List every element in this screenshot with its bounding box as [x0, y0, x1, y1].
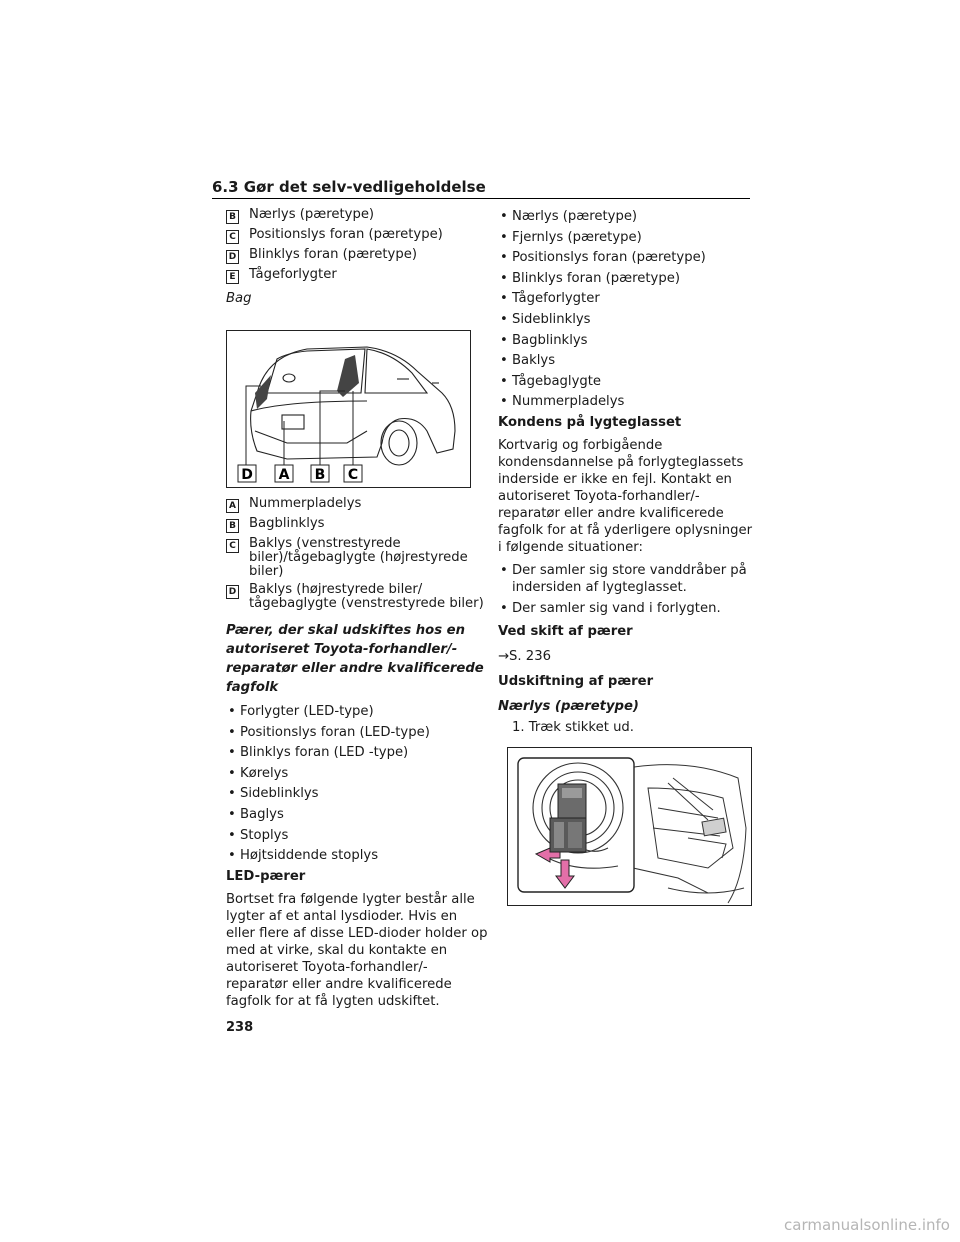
bullet-text: Positionslys foran (pæretype)	[512, 250, 706, 266]
bullet-icon: •	[228, 745, 236, 761]
bullet-text: Blinklys foran (pæretype)	[512, 270, 680, 286]
label-text: Blinklys foran (pæretype)	[249, 247, 417, 262]
page-number: 238	[226, 1020, 254, 1035]
headlight-figure	[507, 747, 752, 906]
condensation-heading: Kondens på lygteglasset	[498, 415, 682, 431]
label-item	[226, 248, 488, 264]
bullet-icon: •	[500, 209, 508, 224]
bullet-item	[226, 827, 488, 844]
label-text: Baklys (venstrestyrede biler)/tågebaglygte (højrestyrede biler)	[249, 536, 468, 579]
bullet-item	[498, 393, 752, 410]
bullet-text: Fjernlys (pæretype)	[512, 229, 642, 245]
bullet-icon: •	[500, 373, 508, 389]
bullet-text: Kørelys	[240, 765, 289, 781]
label-text: Tågeforlygter	[249, 267, 337, 282]
dealer-replacement-list	[226, 703, 488, 864]
bulb-change-heading: Ved skift af pærer	[498, 623, 633, 639]
bullet-icon: •	[228, 724, 236, 740]
bullet-text: Nærlys (pæretype)	[512, 209, 638, 224]
label-key-box: D	[226, 250, 239, 264]
label-text: Nærlys (pæretype)	[249, 207, 375, 222]
bullet-item	[226, 806, 488, 823]
bullet-text: Forlygter (LED-type)	[240, 704, 374, 719]
label-key-box: C	[226, 230, 239, 244]
section-divider	[212, 198, 750, 199]
bullet-text: Sideblinklys	[240, 786, 319, 802]
bullet-text: Bagblinklys	[512, 332, 588, 348]
bullet-item	[226, 724, 488, 741]
step-1: 1. Træk stikket ud.	[512, 719, 634, 735]
label-item	[226, 228, 488, 244]
led-text: Bortset fra følgende lygter består alle lygter af et antal lysdioder. Hvis en eller flere af disse LED-dioder holder op med at virke, skal du kontakte en autoriseret Toyota-forhandler/-reparatør eller andre kvalificerede fagfolk for at få lygten udskiftet.	[226, 892, 488, 1010]
left-column-lower	[226, 497, 488, 1014]
bullet-item	[226, 703, 488, 720]
bullet-icon: •	[500, 563, 508, 579]
label-item	[226, 517, 488, 533]
label-key-box: D	[226, 585, 239, 599]
label-key-box: A	[226, 499, 239, 513]
page-reference: →S. 236	[498, 648, 551, 664]
bullet-item	[498, 332, 752, 349]
bullet-icon: •	[228, 848, 236, 864]
label-item	[226, 537, 488, 579]
bullet-item	[498, 208, 752, 225]
bullet-icon: •	[500, 353, 508, 369]
bullet-item	[226, 847, 488, 864]
bullet-item	[498, 600, 752, 617]
right-column	[498, 208, 752, 740]
section-header: 6.3 Gør det selv-vedligeholdelse	[212, 178, 486, 196]
bullet-item	[498, 311, 752, 328]
label-item	[226, 497, 488, 513]
rear-car-illustration	[227, 331, 470, 487]
bullet-icon: •	[500, 291, 508, 307]
bullet-text: Stoplys	[240, 827, 289, 843]
label-item	[226, 208, 488, 224]
bullet-text: Der samler sig store vanddråber på indersiden af lygteglasset.	[512, 563, 747, 596]
bullet-icon: •	[228, 765, 236, 781]
bullet-icon: •	[228, 806, 236, 822]
label-item	[226, 583, 488, 611]
bullet-text: Nummerpladelys	[512, 394, 625, 410]
bullet-icon: •	[500, 311, 508, 327]
bullet-item	[498, 562, 752, 596]
label-text: Positionslys foran (pæretype)	[249, 227, 443, 242]
bullet-icon: •	[500, 600, 508, 616]
bullet-item	[226, 785, 488, 802]
callout-a: A	[278, 467, 290, 483]
bullet-icon: •	[228, 704, 236, 719]
bullet-icon: •	[228, 827, 236, 843]
bullet-text: Højtsiddende stoplys	[240, 848, 379, 864]
label-key-box: E	[226, 270, 239, 284]
bullet-icon: •	[500, 270, 508, 286]
label-text: Bagblinklys	[249, 516, 325, 531]
label-key-box: B	[226, 210, 239, 224]
callout-c: C	[347, 467, 359, 483]
label-item	[226, 268, 488, 284]
bullet-item	[226, 765, 488, 782]
bullet-text: Baglys	[240, 806, 284, 822]
left-column	[226, 208, 488, 311]
led-exception-list	[498, 208, 752, 410]
rear-lamp-labels	[226, 497, 488, 611]
low-beam-heading: Nærlys (pæretype)	[498, 698, 639, 714]
watermark: carmanualsonline.info	[784, 1216, 950, 1234]
label-key-box: B	[226, 519, 239, 533]
bullet-item	[498, 249, 752, 266]
label-text: Nummerpladelys	[249, 496, 362, 511]
bulb-replacement-heading: Udskiftning af pærer	[498, 673, 654, 689]
callout-b: B	[314, 467, 326, 483]
headlight-illustration	[508, 748, 751, 905]
bullet-icon: •	[500, 332, 508, 348]
led-heading: LED-pærer	[226, 869, 306, 885]
bullet-icon: •	[500, 394, 508, 410]
bullet-text: Blinklys foran (LED -type)	[240, 745, 409, 761]
bullet-item	[226, 744, 488, 761]
bullet-text: Baklys	[512, 353, 556, 369]
bullet-text: Tågebaglygte	[512, 373, 602, 389]
callout-d: D	[241, 467, 253, 483]
bullet-icon: •	[500, 229, 508, 245]
bullet-text: Tågeforlygter	[512, 291, 600, 307]
label-text: Baklys (højrestyrede biler/ tågebaglygte (venstrestyrede biler)	[249, 582, 484, 611]
rear-label: Bag	[226, 291, 252, 306]
condensation-list	[498, 562, 752, 617]
front-lamp-labels	[226, 208, 488, 284]
bullet-item	[498, 270, 752, 287]
label-key-box: C	[226, 539, 239, 553]
bullet-item	[498, 352, 752, 369]
condensation-text: Kortvarig og forbigående kondensdannelse på forlygteglassets inderside er ikke en fejl. Kontakt en autoriseret Toyota-forhandler/- reparatør eller andre kvalificerede fagfolk for at få yderligere oplysninger i følgende situationer:	[498, 438, 753, 556]
bullet-item	[498, 290, 752, 307]
bullet-icon: •	[500, 250, 508, 266]
bullet-item	[498, 373, 752, 390]
figure-callout-labels	[238, 465, 362, 483]
bullet-text: Sideblinklys	[512, 311, 591, 327]
bullet-text: Der samler sig vand i forlygten.	[512, 600, 721, 616]
bullet-icon: •	[228, 786, 236, 802]
bullet-item	[498, 229, 752, 246]
dealer-replacement-heading: Pærer, der skal udskiftes hos en autoriseret Toyota-forhandler/- reparatør eller andre kvalificerede fagfolk	[226, 623, 484, 695]
bullet-text: Positionslys foran (LED-type)	[240, 724, 430, 740]
rear-car-figure	[226, 330, 471, 488]
